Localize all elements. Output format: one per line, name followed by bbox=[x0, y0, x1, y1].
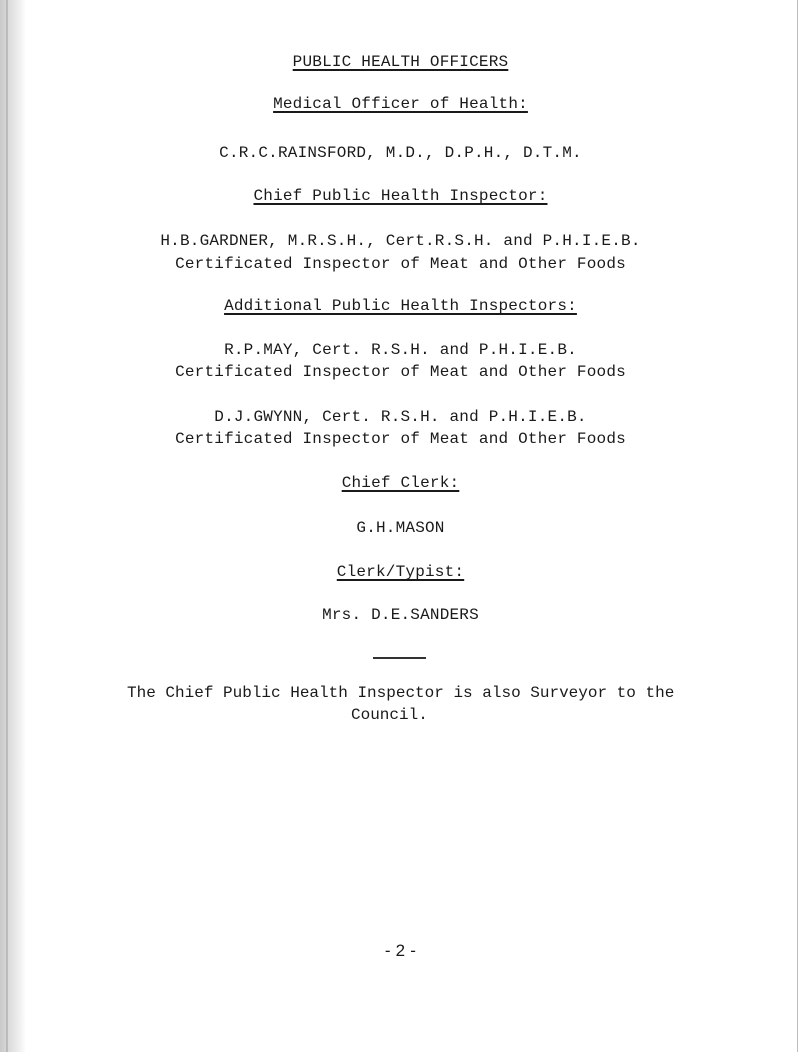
additional-inspector-1-qualification: Certificated Inspector of Meat and Other Foods bbox=[175, 363, 626, 381]
section-heading-clerk-typist: Clerk/Typist: bbox=[336, 563, 465, 581]
medical-officer-name: C.R.C.RAINSFORD, M.D., D.P.H., D.T.M. bbox=[219, 144, 582, 162]
footnote-line-2: Council. bbox=[351, 706, 428, 724]
additional-inspector-2-name: D.J.GWYNN, Cert. R.S.H. and P.H.I.E.B. bbox=[214, 408, 587, 426]
footnote-line-1: The Chief Public Health Inspector is also Surveyor to the bbox=[127, 684, 675, 702]
section-divider bbox=[373, 657, 426, 659]
clerk-typist-name: Mrs. D.E.SANDERS bbox=[322, 606, 479, 624]
section-heading-medical-officer: Medical Officer of Health: bbox=[273, 95, 528, 113]
chief-inspector-qualification: Certificated Inspector of Meat and Other Foods bbox=[175, 255, 626, 273]
section-heading-additional-inspectors: Additional Public Health Inspectors: bbox=[224, 297, 577, 315]
page-number: - 2 - bbox=[384, 941, 417, 960]
section-heading-chief-inspector: Chief Public Health Inspector: bbox=[253, 187, 548, 205]
chief-inspector-name: H.B.GARDNER, M.R.S.H., Cert.R.S.H. and P.H.I.E.B. bbox=[160, 232, 641, 250]
chief-clerk-name: G.H.MASON bbox=[356, 519, 445, 537]
section-heading-chief-clerk: Chief Clerk: bbox=[341, 474, 460, 492]
additional-inspector-2-qualification: Certificated Inspector of Meat and Other Foods bbox=[175, 430, 626, 448]
additional-inspector-1-name: R.P.MAY, Cert. R.S.H. and P.H.I.E.B. bbox=[224, 341, 577, 359]
page-title: PUBLIC HEALTH OFFICERS bbox=[292, 53, 509, 71]
